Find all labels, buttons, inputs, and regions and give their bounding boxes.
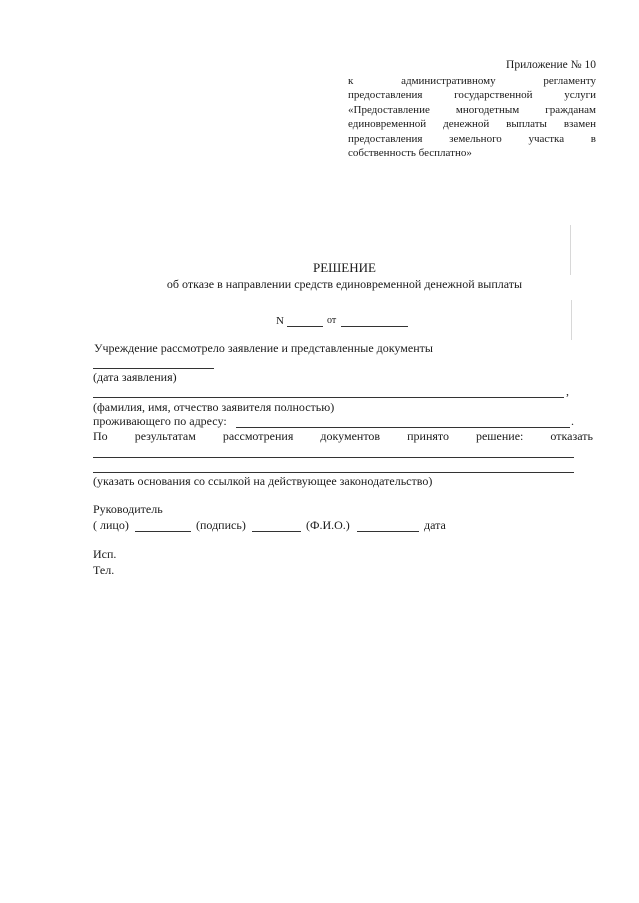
decision-number-field [287, 326, 323, 327]
result-word: решение: [475, 429, 524, 443]
annex-word: предоставления [348, 132, 423, 145]
annex-word: взамен [563, 118, 596, 130]
person-label: ( лицо) [93, 518, 129, 532]
decision-number-label: N [276, 315, 284, 327]
annex-word: регламенту [543, 74, 596, 87]
annex-word: административному [401, 74, 496, 87]
reason-field-line-1 [93, 457, 574, 458]
annex-title: Приложение № 10 [506, 59, 596, 71]
decision-date-label: от [327, 315, 337, 326]
decision-result-line [93, 429, 593, 444]
result-word: отказать [550, 429, 593, 443]
executor-label: Исп. [93, 547, 117, 561]
annex-word: услуги [564, 89, 596, 101]
result-word: рассмотрения [222, 429, 294, 443]
annex-word: предоставления [348, 89, 423, 101]
reason-caption: (указать основания со ссылкой на действующее законодательство) [93, 474, 433, 488]
annex-word: к [348, 74, 354, 87]
document-title: РЕШЕНИЕ [313, 260, 376, 275]
result-word: принято [407, 429, 449, 443]
institution-statement: Учреждение рассмотрело заявление и представленные документы [94, 341, 433, 355]
annex-word: в [590, 132, 596, 145]
phone-label: Тел. [93, 563, 115, 577]
document-subtitle: об отказе в направлении средств единовременной денежной выплаты [166, 277, 523, 291]
application-date-caption: (дата заявления) [93, 370, 177, 384]
annex-word: «Предоставление [348, 103, 430, 116]
applicant-name-caption: (фамилия, имя, отчество заявителя полностью) [93, 400, 335, 414]
annex-line [348, 132, 596, 147]
application-date-field [93, 368, 214, 369]
annex-word: единовременной [348, 118, 427, 130]
annex-word: участка [528, 132, 565, 145]
annex-word: государственной [454, 89, 533, 101]
result-word: документов [320, 429, 381, 443]
annex-word: выплаты [506, 118, 547, 130]
fio-label: (Ф.И.О.) [306, 518, 350, 532]
annex-line: собственность бесплатно» [348, 147, 472, 159]
address-line-period: . [571, 414, 574, 428]
annex-line [348, 74, 596, 89]
annex-block [348, 58, 596, 161]
result-word: результатам [134, 429, 196, 443]
scan-artifact [571, 300, 572, 340]
annex-line [348, 117, 596, 132]
annex-line [348, 88, 596, 103]
address-label: проживающего по адресу: [93, 414, 227, 428]
result-word: По [93, 429, 108, 443]
annex-word: денежной [443, 118, 490, 130]
applicant-line-comma: , [566, 384, 569, 398]
annex-line [348, 103, 596, 118]
head-label: Руководитель [93, 502, 163, 516]
fio-field [357, 531, 419, 532]
annex-word: гражданам [545, 103, 596, 116]
signature-date-label: дата [424, 518, 446, 532]
annex-word: многодетным [455, 103, 520, 116]
signature-label: (подпись) [196, 518, 246, 532]
address-field [236, 427, 570, 428]
decision-date-field [341, 326, 408, 327]
person-field [135, 531, 191, 532]
signature-field [252, 531, 301, 532]
reason-field-line-2 [93, 472, 574, 473]
annex-word: земельного [449, 132, 502, 145]
applicant-name-field [93, 397, 564, 398]
